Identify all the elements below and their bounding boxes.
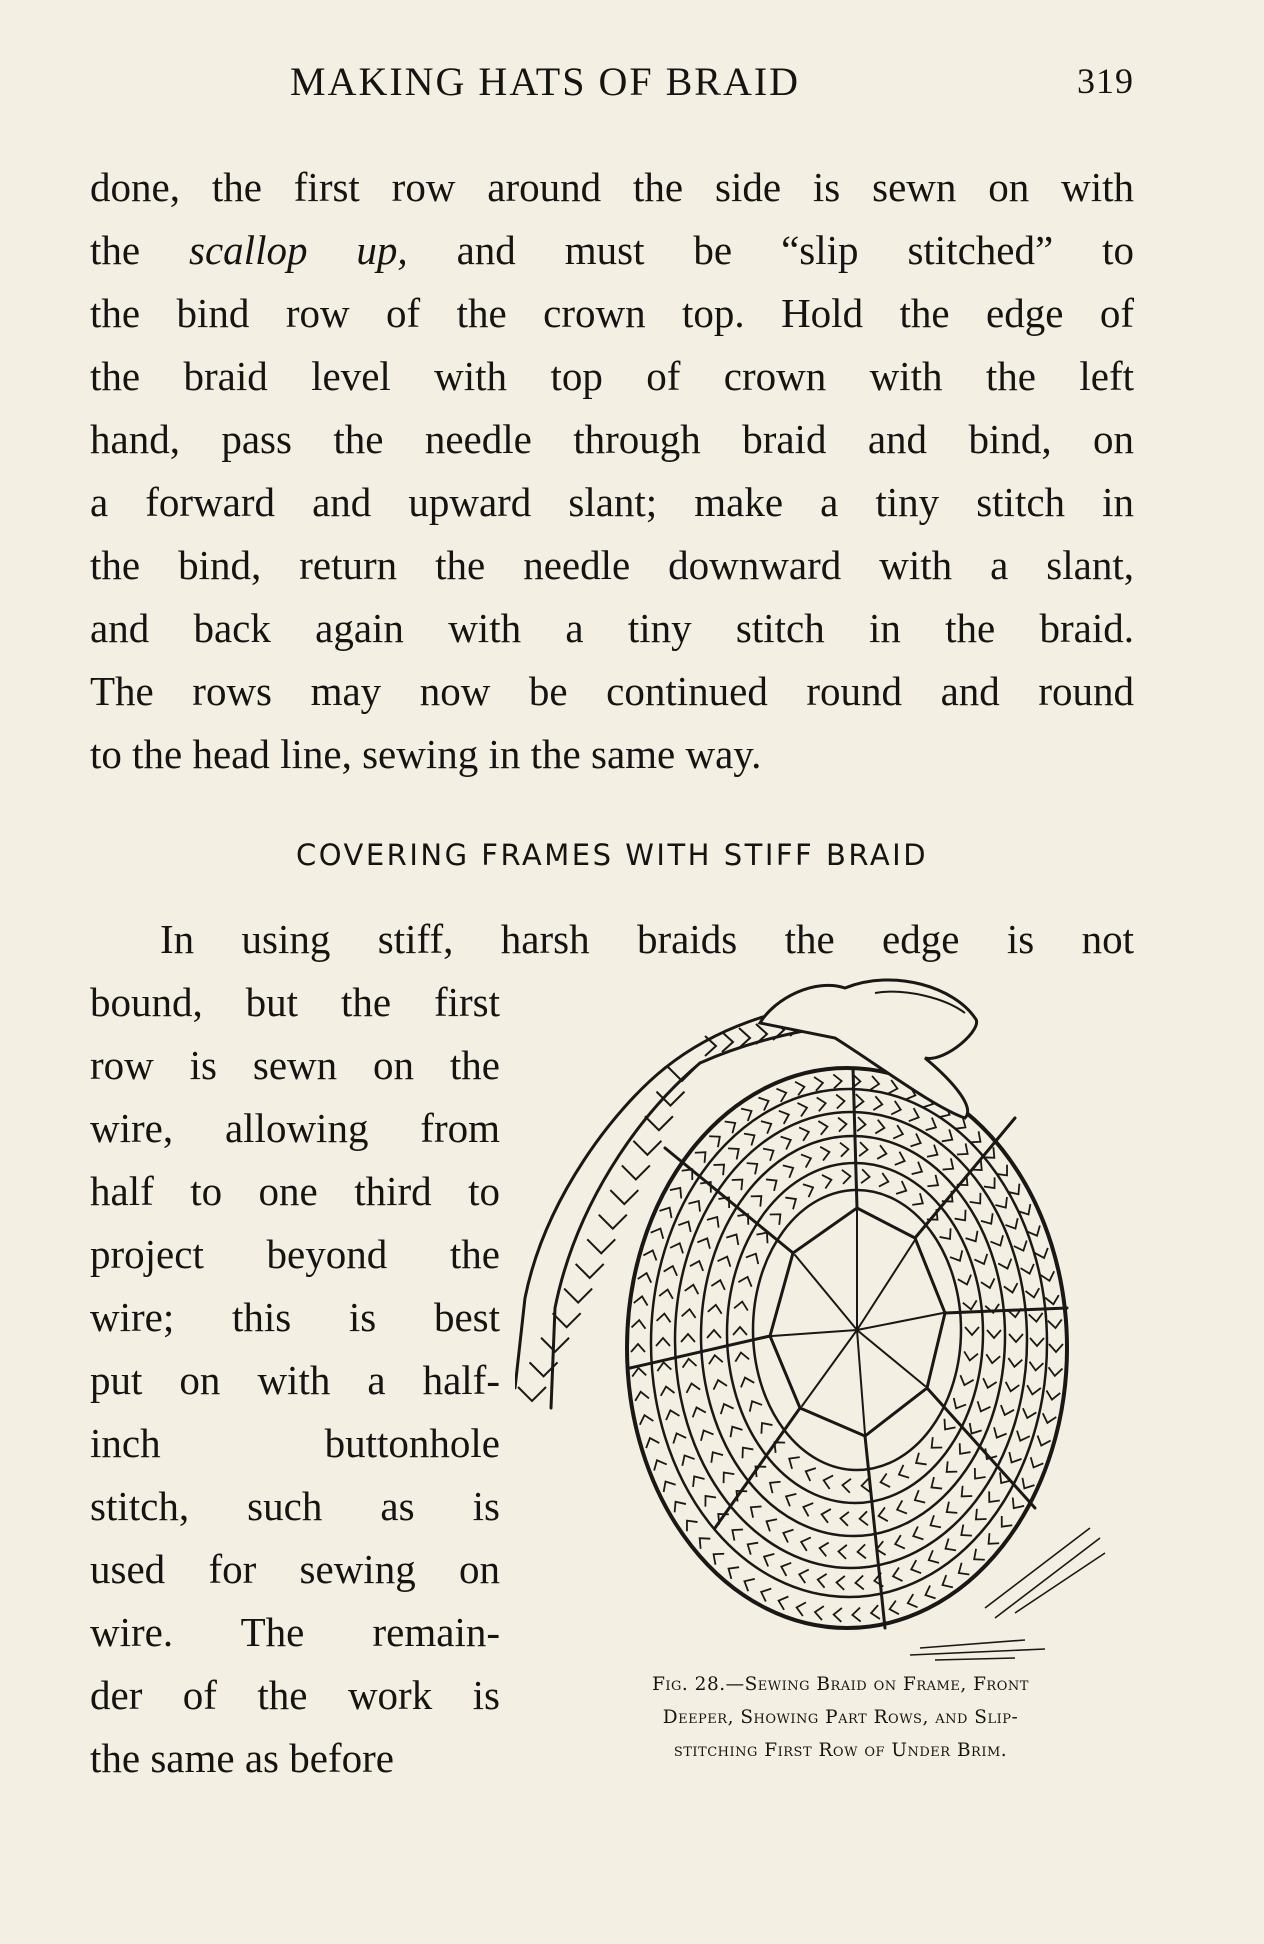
braid-chevron <box>989 1533 1000 1544</box>
braid-chevron <box>751 1506 762 1517</box>
braid-chevron <box>1027 1385 1041 1394</box>
braid-chevron <box>877 1145 886 1159</box>
braid-chevron <box>801 1537 811 1550</box>
braid-chevron <box>857 1117 865 1131</box>
braid-chevron <box>916 1453 927 1465</box>
braid-chevron <box>964 1351 978 1360</box>
wrapped-paragraph <box>90 971 500 1790</box>
braid-chevron <box>1017 1431 1030 1441</box>
braid-chevron <box>961 1525 972 1536</box>
braid-chevron <box>661 1387 675 1396</box>
text-line <box>90 219 1134 282</box>
braid-chevron <box>735 1353 749 1362</box>
braid-chevron <box>896 1181 906 1194</box>
braid-chevron <box>911 1133 921 1146</box>
braid-chevron <box>897 1500 907 1513</box>
braid-chevron <box>1021 1264 1034 1274</box>
braid-chevron <box>803 1184 813 1197</box>
strip-chevron <box>587 1239 615 1253</box>
braid-chevron <box>814 1077 823 1091</box>
braid-chevron <box>944 1419 955 1430</box>
braid-chevron <box>1043 1413 1056 1423</box>
braid-chevron <box>690 1261 703 1271</box>
strip-chevron <box>599 1215 627 1229</box>
braid-chevron <box>779 1597 789 1610</box>
braid-chevron <box>1029 1362 1043 1371</box>
braid-chevron <box>801 1154 811 1167</box>
braid-chevron <box>852 1608 860 1622</box>
shading-hatch <box>910 1528 1105 1660</box>
braid-chevron <box>954 1398 966 1408</box>
braid-chevron <box>879 1507 888 1521</box>
strip-chevron <box>576 1264 604 1278</box>
braid-chevron <box>931 1515 941 1527</box>
braid-chevron <box>911 1560 921 1573</box>
braid-chevron <box>822 1175 831 1189</box>
strip-chevron <box>622 1165 650 1179</box>
braid-chevron <box>761 1423 772 1434</box>
strip-chevron <box>656 1092 684 1106</box>
braid-chevron <box>947 1502 958 1513</box>
braid-chevron <box>687 1383 701 1392</box>
braid-chevron <box>750 1401 762 1411</box>
braid-chevron <box>781 1563 791 1576</box>
braid-chevron <box>767 1519 777 1531</box>
braid-chevron <box>834 1608 842 1622</box>
braid-chevron <box>927 1175 938 1186</box>
text-line: done, the first row around the side is sewn on with <box>90 164 1134 210</box>
strip-chevron <box>633 1141 661 1155</box>
braid-chevron <box>986 1354 1000 1363</box>
braid-chevron <box>738 1277 751 1287</box>
braid-chevron <box>1041 1271 1054 1281</box>
braid-chevron <box>640 1415 653 1425</box>
braid-chevron <box>842 1479 851 1493</box>
text-line: The rows may now be continued round and round <box>90 668 1134 714</box>
braid-chevron <box>855 1094 863 1108</box>
braid-chevron <box>799 1127 809 1140</box>
text-line: In using stiff, harsh braids the edge is not <box>160 916 1134 962</box>
braid-chevron <box>908 1594 918 1607</box>
braid-chevron <box>978 1401 991 1411</box>
braid-chevron <box>818 1121 827 1135</box>
text-line: wire. The remain- <box>90 1609 500 1655</box>
text-line: put on with a half- <box>90 1357 500 1403</box>
paragraph-continued <box>90 156 1134 786</box>
strip-chevron <box>518 1387 546 1401</box>
braid-chevron <box>965 1327 979 1335</box>
running-title: MAKING HATS OF BRAID <box>290 59 801 104</box>
braid-chevron <box>657 1362 671 1371</box>
braid-chevron <box>1006 1382 1020 1391</box>
text-line: der of the work is <box>90 1672 500 1718</box>
braid-chevron <box>881 1473 890 1487</box>
braid-chevron <box>744 1134 754 1146</box>
braid-chevron <box>638 1273 651 1283</box>
braid-chevron <box>981 1278 994 1288</box>
braid-chevron <box>960 1443 971 1454</box>
braid-chevron <box>932 1437 943 1448</box>
braid-chevron <box>761 1121 771 1134</box>
braid-chevron <box>670 1188 681 1199</box>
strip-chevron <box>645 1116 673 1130</box>
braid-chevron <box>893 1125 903 1138</box>
braid-chevron <box>711 1452 723 1463</box>
braid-chevron <box>998 1259 1011 1269</box>
braid-chevron <box>742 1448 753 1459</box>
figure-caption <box>528 1668 1153 1767</box>
braid-chevron <box>682 1309 696 1318</box>
braid-chevron <box>707 1330 721 1338</box>
braid-chevron <box>729 1567 740 1579</box>
braid-chevron <box>890 1601 899 1615</box>
braid-chevron <box>635 1392 649 1401</box>
braid-chevron <box>837 1576 845 1590</box>
braid-chevron <box>659 1290 673 1299</box>
braid-chevron <box>925 1586 935 1599</box>
braid-chevron <box>950 1250 962 1260</box>
text-line: the bind row of the crown top. Hold the edge of <box>90 290 1134 336</box>
braid-chevron <box>744 1579 754 1591</box>
braid-chevron <box>820 1543 829 1557</box>
braid-chevron <box>666 1410 679 1420</box>
braid-chevron <box>929 1550 939 1563</box>
text-fragment: the <box>90 227 190 273</box>
braid-chevron <box>1026 1288 1040 1297</box>
braid-chevron <box>996 1165 1007 1176</box>
braid-chevron <box>870 1076 879 1090</box>
running-head <box>90 58 1134 108</box>
braid-chevron <box>1004 1283 1018 1292</box>
braid-chevron <box>748 1543 758 1555</box>
braid-chevron <box>943 1158 954 1169</box>
text-line: used for sewing on <box>90 1546 500 1592</box>
braid-chevron <box>681 1334 695 1342</box>
braid-chevron <box>785 1198 796 1210</box>
braid-chevron <box>707 1217 719 1228</box>
braid-chevron <box>942 1129 952 1141</box>
braid-chevron <box>879 1173 888 1187</box>
braid-chevron <box>818 1574 827 1588</box>
braid-chevron <box>1009 1334 1023 1342</box>
braid-chevron <box>873 1096 882 1110</box>
text-line: wire; this is best <box>90 1294 500 1340</box>
braid-chevron <box>725 1122 736 1134</box>
braid-chevron <box>646 1438 659 1448</box>
braid-chevron <box>756 1233 767 1244</box>
braid-chevron <box>786 1494 796 1506</box>
braid-chevron <box>683 1359 697 1368</box>
braid-chevron <box>1038 1436 1051 1446</box>
caption-line: stitching First Row of Under Brim. <box>673 1740 1008 1761</box>
braid-chevron <box>994 1427 1007 1437</box>
braid-chevron <box>970 1131 981 1142</box>
braid-chevron <box>970 1193 981 1204</box>
braid-chevron <box>931 1477 942 1488</box>
braid-chevron <box>1008 1358 1022 1367</box>
braid-chevron <box>803 1503 813 1516</box>
braid-chevron <box>871 1605 880 1619</box>
braid-chevron <box>697 1238 710 1248</box>
text-line: bound, but the first <box>90 979 500 1025</box>
braid-chevron <box>705 1496 716 1507</box>
braid-chevron <box>955 1210 966 1221</box>
braid-chevron <box>861 1169 870 1183</box>
braid-chevron <box>957 1143 968 1154</box>
braid-chevron <box>859 1142 867 1156</box>
braid-chevron <box>840 1512 848 1526</box>
braid-chevron <box>656 1338 670 1346</box>
text-line: to the head line, sewing in the same way. <box>90 731 762 777</box>
braid-chevron <box>713 1165 724 1176</box>
text-line: half to one third to <box>90 1168 500 1214</box>
braid-chevron <box>959 1563 970 1575</box>
braid-chevron <box>732 1180 743 1191</box>
italic-phrase: scallop up, <box>189 227 408 273</box>
braid-chevron <box>974 1549 985 1560</box>
braid-chevron <box>797 1602 806 1616</box>
braid-chevron <box>651 1229 664 1239</box>
braid-chevron <box>806 1468 816 1481</box>
text-line: row is sewn on the <box>90 1042 500 1088</box>
braid-chevron <box>943 1575 953 1587</box>
braid-chevron <box>833 1074 841 1088</box>
braid-chevron <box>987 1330 1001 1338</box>
braid-chevron <box>687 1521 698 1532</box>
braid-texture <box>631 1074 1063 1622</box>
braid-chevron <box>1009 1452 1021 1462</box>
braid-chevron <box>685 1285 699 1294</box>
braid-chevron <box>764 1554 774 1567</box>
braid-chevron <box>798 1103 807 1117</box>
braid-chevron <box>678 1222 690 1232</box>
braid-chevron <box>730 1427 742 1437</box>
braid-chevron <box>732 1529 743 1540</box>
braid-chevron <box>751 1196 762 1207</box>
braid-chevron <box>875 1120 884 1134</box>
braid-chevron <box>746 1254 758 1264</box>
braid-chevron <box>693 1407 706 1417</box>
braid-chevron <box>1014 1241 1027 1251</box>
braid-chevron <box>815 1606 824 1620</box>
braid-chevron <box>960 1375 973 1385</box>
text-line: wire, allowing from <box>90 1105 500 1151</box>
braid-chevron <box>664 1482 676 1492</box>
braid-chevron <box>700 1538 711 1549</box>
braid-chevron <box>741 1378 754 1388</box>
braid-chevron <box>747 1163 758 1174</box>
braid-chevron <box>915 1490 925 1502</box>
braid-frame-drawing <box>515 968 1155 1668</box>
braid-chevron <box>701 1430 714 1440</box>
text-line: the braid level with top of crown with the left <box>90 353 1134 399</box>
braid-chevron <box>783 1530 793 1543</box>
braid-chevron <box>975 1468 986 1479</box>
braid-chevron <box>963 1300 977 1309</box>
braid-chevron <box>991 1235 1004 1245</box>
braid-chevron <box>632 1320 646 1329</box>
braid-chevron <box>670 1243 683 1253</box>
braid-chevron <box>1029 1313 1043 1322</box>
braid-chevron <box>726 1234 738 1244</box>
braid-chevron <box>912 1162 922 1174</box>
frame-outer-row <box>627 1068 1067 1628</box>
text-line: inch buttonhole <box>90 1420 500 1466</box>
braid-chevron <box>664 1266 677 1276</box>
braid-chevron <box>927 1145 937 1157</box>
braid-chevron <box>940 1228 951 1239</box>
braid-chevron <box>1023 1408 1036 1418</box>
braid-chevron <box>947 1461 958 1472</box>
braid-chevron <box>962 1486 973 1497</box>
braid-chevron <box>983 1378 996 1388</box>
braid-chevron <box>783 1165 793 1177</box>
braid-chevron <box>781 1137 791 1150</box>
text-line: project beyond the <box>90 1231 500 1277</box>
braid-chevron <box>654 1460 667 1470</box>
braid-chevron <box>634 1296 648 1305</box>
braid-chevron <box>838 1545 846 1559</box>
braid-chevron <box>893 1568 902 1582</box>
braid-chevron <box>970 1423 982 1433</box>
braid-chevron <box>995 1197 1006 1208</box>
braid-chevron <box>763 1149 773 1161</box>
braid-chevron <box>631 1344 645 1352</box>
braid-chevron <box>657 1314 671 1323</box>
braid-chevron <box>714 1554 725 1565</box>
braid-chevron <box>1030 1338 1044 1346</box>
braid-chevron <box>673 1433 686 1443</box>
braid-chevron <box>1045 1295 1059 1304</box>
braid-chevron <box>718 1257 731 1267</box>
braid-chevron <box>693 1476 704 1487</box>
text-line: a forward and upward slant; make a tiny stitch in <box>90 479 1134 525</box>
braid-chevron <box>770 1482 781 1493</box>
braid-chevron <box>895 1152 905 1165</box>
page-number: 319 <box>1077 61 1134 101</box>
braid-chevron <box>860 1511 868 1525</box>
braid-chevron <box>838 1118 846 1132</box>
braid-chevron <box>1008 1184 1019 1195</box>
braid-chevron <box>1049 1367 1063 1376</box>
braid-chevron <box>820 1147 829 1161</box>
frame-row <box>651 1089 1047 1597</box>
braid-chevron <box>660 1208 672 1218</box>
braid-chevron <box>708 1305 722 1314</box>
text-line: and back again with a tiny stitch in the braid. <box>90 605 1134 651</box>
braid-chevron <box>728 1148 739 1159</box>
braid-chevron <box>1046 1390 1060 1399</box>
braid-chevron <box>895 1535 905 1548</box>
braid-chevron <box>709 1355 723 1364</box>
braid-chevron <box>632 1368 646 1377</box>
text-line: hand, pass the needle through braid and bind, on <box>90 416 1134 462</box>
braid-chevron <box>822 1509 831 1523</box>
caption-line: Fig. 28.—Sewing Braid on Frame, Front <box>652 1674 1029 1695</box>
braid-chevron <box>909 1108 919 1121</box>
braid-chevron <box>926 1118 936 1131</box>
braid-chevron <box>858 1544 866 1558</box>
braid-chevron <box>817 1097 826 1111</box>
braid-chevron <box>989 1491 1000 1502</box>
braid-chevron <box>688 1201 699 1212</box>
text-line: the bind, return the needle downward with a slant, <box>90 542 1134 588</box>
braid-chevron <box>779 1111 789 1124</box>
braid-chevron <box>709 1136 720 1147</box>
braid-chevron <box>1031 1457 1044 1467</box>
braid-chevron <box>974 1254 987 1264</box>
braid-chevron <box>721 1404 734 1414</box>
text-line: the same as before <box>90 1735 394 1781</box>
braid-chevron <box>1013 1498 1024 1509</box>
braid-chevron <box>1005 1218 1017 1228</box>
braid-chevron <box>855 1575 863 1589</box>
braid-chevron <box>758 1098 768 1111</box>
braid-chevron <box>789 1457 800 1469</box>
braid-chevron <box>795 1082 804 1096</box>
braid-chevron <box>770 1214 781 1225</box>
braid-chevron <box>1002 1516 1013 1527</box>
braid-chevron <box>888 1080 897 1094</box>
braid-chevron <box>643 1250 656 1260</box>
section-intro <box>90 908 1134 971</box>
braid-chevron <box>958 1275 971 1285</box>
braid-chevron <box>741 1109 751 1121</box>
braid-chevron <box>840 1143 848 1157</box>
braid-chevron <box>734 1302 748 1311</box>
braid-chevron <box>1035 1248 1048 1258</box>
braid-chevron <box>714 1380 727 1390</box>
braid-chevron <box>1001 1405 1014 1415</box>
braid-chevron <box>675 1502 686 1513</box>
strip-chevron <box>564 1289 592 1303</box>
braid-chevron <box>984 1177 995 1188</box>
section-heading: COVERING FRAMES WITH STIFF BRAID <box>295 838 929 872</box>
caption-line: Deeper, Showing Part Rows, and Slip- <box>662 1707 1019 1728</box>
braid-chevron <box>1048 1319 1062 1328</box>
braid-chevron <box>761 1589 771 1602</box>
strip-chevron <box>610 1190 638 1204</box>
braid-chevron <box>1022 1478 1034 1488</box>
text-line: stitch, such as is <box>90 1483 500 1529</box>
text-fragment: and must be “slip stitched” to <box>407 227 1135 273</box>
braid-chevron <box>776 1089 786 1102</box>
braid-chevron <box>946 1538 956 1550</box>
braid-chevron <box>836 1095 844 1109</box>
braid-chevron <box>766 1179 777 1190</box>
braid-chevron <box>899 1465 909 1478</box>
braid-chevron <box>682 1455 694 1465</box>
braid-chevron <box>733 1327 747 1335</box>
braid-chevron <box>981 1213 993 1224</box>
braid-chevron <box>966 1231 978 1241</box>
braid-chevron <box>695 1152 706 1163</box>
braid-chevron <box>724 1472 735 1483</box>
braid-chevron <box>891 1101 900 1115</box>
braid-chevron <box>711 1280 724 1290</box>
braid-chevron <box>1049 1344 1063 1352</box>
braid-chevron <box>912 1193 923 1205</box>
figure-braid-illustration <box>515 968 1155 1668</box>
braid-chevron <box>842 1170 851 1184</box>
strip-chevron <box>553 1313 581 1327</box>
braid-chevron <box>799 1570 808 1584</box>
braid-chevron <box>976 1509 987 1520</box>
braid-chevron <box>824 1475 833 1489</box>
braid-chevron <box>913 1526 923 1539</box>
